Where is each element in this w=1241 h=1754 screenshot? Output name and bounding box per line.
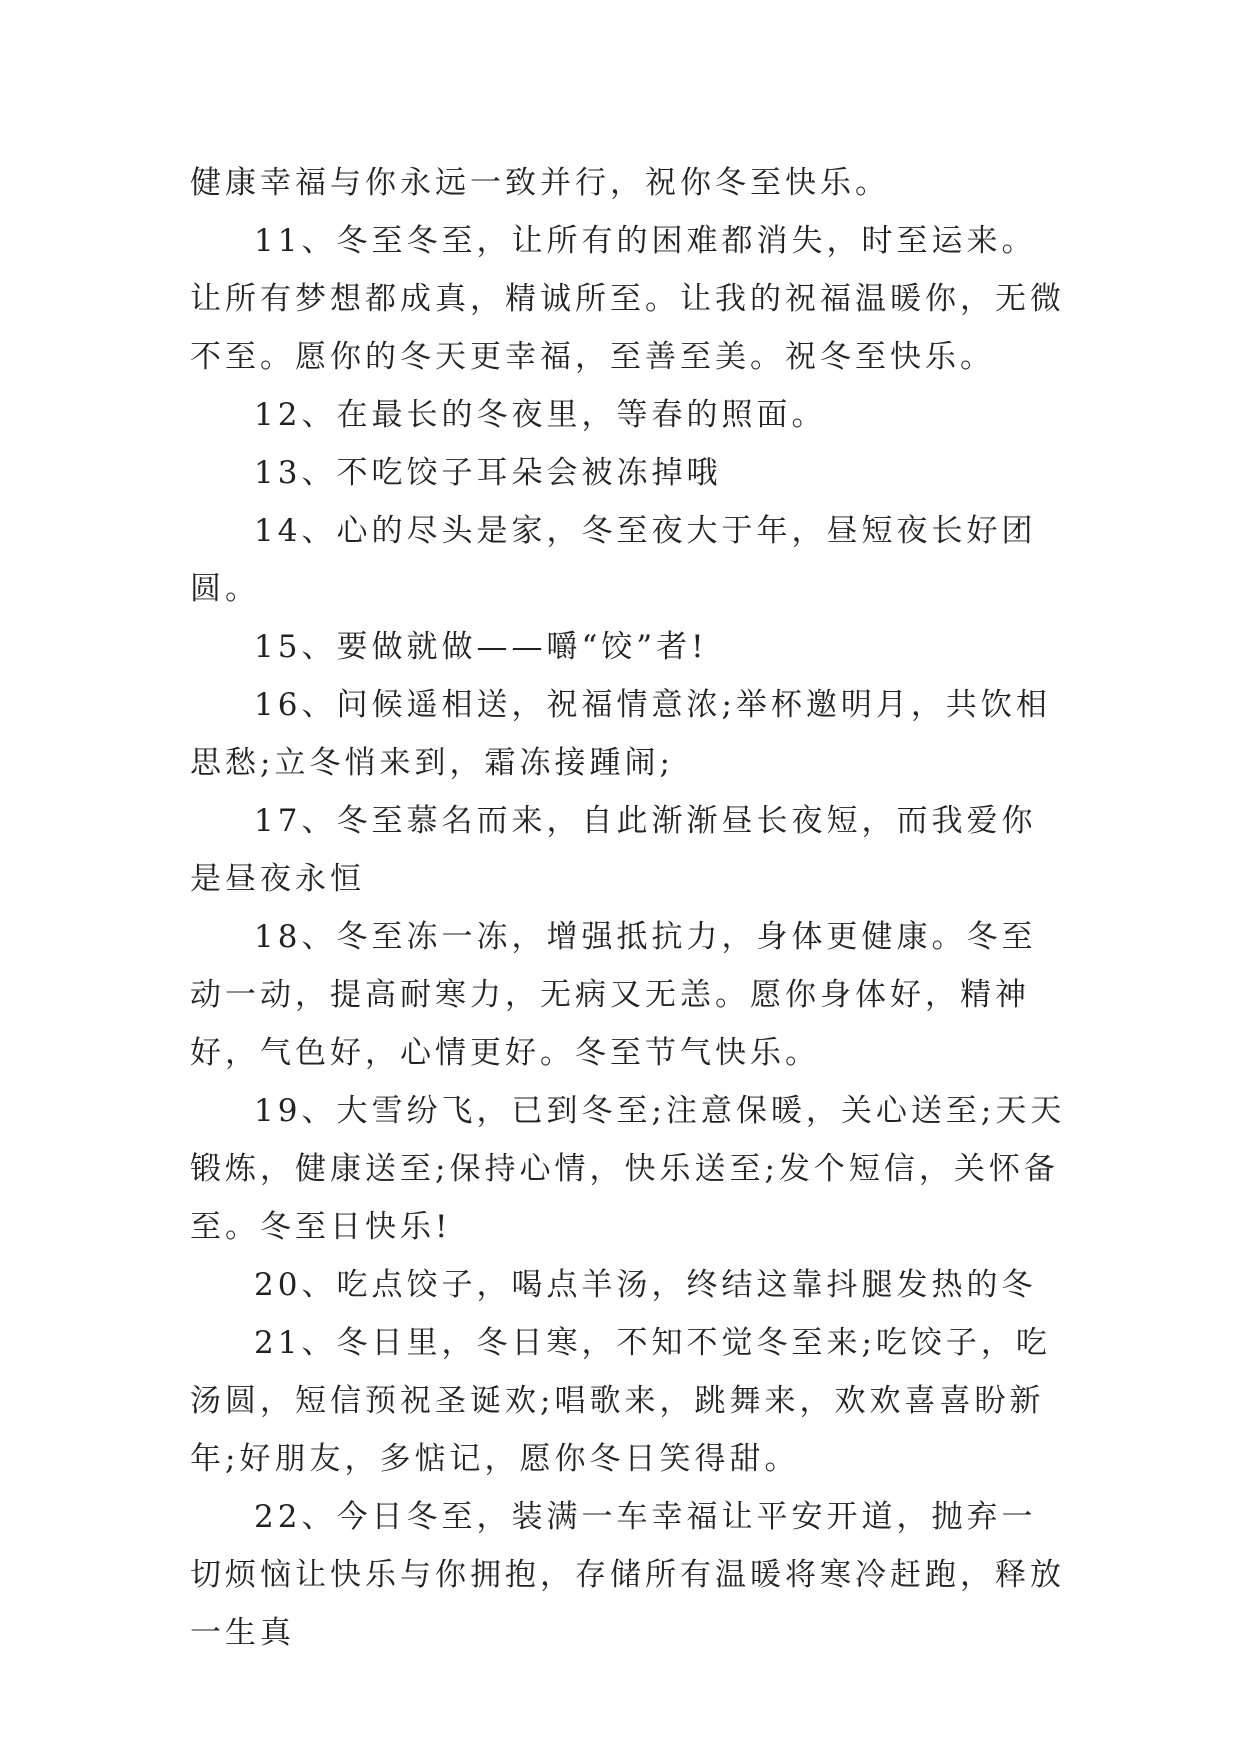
paragraph-item-17: 17、冬至慕名而来，自此渐渐昼长夜短，而我爱你是昼夜永恒 — [190, 803, 1037, 897]
paragraph-item-18: 18、冬至冻一冻，增强抵抗力，身体更健康。冬至动一动，提高耐寒力，无病又无恙。愿你身体好，精神好，气色好，心情更好。冬至节气快乐。 — [190, 919, 1037, 1071]
paragraph-item-11: 11、冬至冬至，让所有的困难都消失，时至运来。让所有梦想都成真，精诚所至。让我的祝福温暖你，无微不至。愿你的冬天更幸福，至善至美。祝冬至快乐。 — [190, 223, 1065, 375]
paragraph-item-22: 22、今日冬至，装满一车幸福让平安开道，抛弃一切烦恼让快乐与你拥抱，存储所有温暖将寒冷赶跑，释放一生真 — [190, 1499, 1065, 1651]
paragraph-item-12: 12、在最长的冬夜里，等春的照面。 — [254, 397, 827, 433]
paragraph-item-21: 21、冬日里，冬日寒，不知不觉冬至来;吃饺子，吃汤圆，短信预祝圣诞欢;唱歌来，跳舞来，欢欢喜喜盼新年;好朋友，多惦记，愿你冬日笑得甜。 — [190, 1325, 1051, 1477]
paragraph-item-20: 20、吃点饺子，喝点羊汤，终结这靠抖腿发热的冬 — [254, 1267, 1037, 1303]
paragraph-item-19: 19、大雪纷飞，已到冬至;注意保暖，关心送至;天天锻炼，健康送至;保持心情，快乐送至;发个短信，关怀备至。冬至日快乐! — [190, 1093, 1066, 1245]
paragraph-item-15: 15、要做就做——嚼“饺”者! — [254, 629, 708, 665]
paragraph-continuation: 健康幸福与你永远一致并行，祝你冬至快乐。 — [190, 165, 890, 201]
paragraph-item-16: 16、问候遥相送，祝福情意浓;举杯邀明月，共饮相思愁;立冬悄来到，霜冻接踵闹; — [190, 687, 1051, 781]
paragraph-item-14: 14、心的尽头是家，冬至夜大于年，昼短夜长好团圆。 — [190, 513, 1037, 607]
paragraph-item-13: 13、不吃饺子耳朵会被冻掉哦 — [254, 455, 722, 491]
document-body — [190, 154, 1070, 1662]
